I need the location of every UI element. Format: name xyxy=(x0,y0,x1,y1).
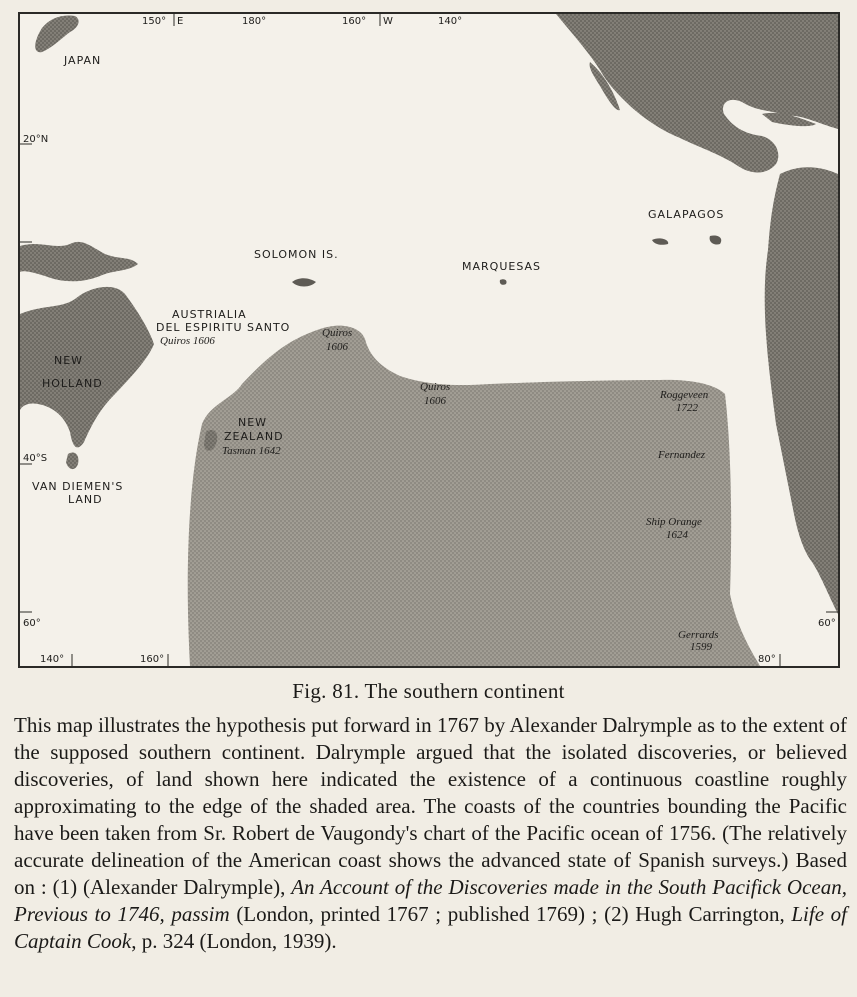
lat-label-60-left: 60° xyxy=(23,618,41,629)
lon-label-140-bottom: 140° xyxy=(40,654,65,665)
label-galapagos: GALAPAGOS xyxy=(648,208,725,221)
solomon-islands xyxy=(292,278,316,286)
galapagos-islands xyxy=(652,235,721,244)
label-ship-orange-line1: Ship Orange xyxy=(646,516,702,528)
label-gerrards-line2: 1599 xyxy=(690,641,712,653)
marquesas-islands xyxy=(500,279,507,285)
new-guinea-landmass xyxy=(20,242,138,281)
lon-label-80-bottom: 80° xyxy=(758,654,776,665)
label-roggeveen-line2: 1722 xyxy=(676,402,698,414)
label-new-holland-line1: NEW xyxy=(54,354,84,367)
lon-label-150e: 150° xyxy=(142,16,167,27)
caption-italic-2: Life of Captain Cook xyxy=(14,902,847,953)
label-new-holland-line2: HOLLAND xyxy=(42,377,103,390)
figure-caption-body xyxy=(14,712,847,955)
lon-label-w: W xyxy=(383,16,393,27)
label-japan: JAPAN xyxy=(64,54,102,67)
label-australia-line1: AUSTRIALIA xyxy=(172,308,247,321)
caption-text-3: , p. 324 (London, 1939). xyxy=(131,929,337,953)
label-quiros-a-line2: 1606 xyxy=(326,341,348,353)
label-quiros-b-line1: Quiros xyxy=(420,381,451,393)
figure-caption-title: Fig. 81. The southern continent xyxy=(292,679,565,703)
lat-label-60-right: 60° xyxy=(818,618,836,629)
south-america-landmass xyxy=(765,167,838,614)
lon-label-180: 180° xyxy=(242,16,267,27)
lat-label-40s: 40°S xyxy=(23,453,48,464)
caption-italic-1: An Account of the Discoveries made in the South Pacifick Ocean, Previous to 1746, passim xyxy=(14,875,847,926)
label-van-diemen-line1: VAN DIEMEN'S xyxy=(32,480,124,493)
label-quiros-a-line1: Quiros xyxy=(322,327,353,339)
lat-label-20n: 20°N xyxy=(23,134,49,145)
label-new-zealand-line3: Tasman 1642 xyxy=(222,445,281,457)
label-solomon: SOLOMON IS. xyxy=(254,248,339,261)
map-svg xyxy=(20,14,838,666)
caption-text-2: (London, printed 1767 ; published 1769) ; (2) Hugh Carrington, xyxy=(229,902,792,926)
label-australia-line2: DEL ESPIRITU SANTO xyxy=(156,321,291,334)
label-new-zealand-line2: ZEALAND xyxy=(224,430,284,443)
label-australia-line3: Quiros 1606 xyxy=(160,335,215,347)
label-roggeveen-line1: Roggeveen xyxy=(660,389,709,401)
tasmania-landmass xyxy=(66,452,78,469)
label-marquesas: MARQUESAS xyxy=(462,260,542,273)
lon-label-160-bottom: 160° xyxy=(140,654,165,665)
southern-continent-shade xyxy=(188,326,760,666)
label-fernandez: Fernandez xyxy=(658,449,706,461)
label-van-diemen-line2: LAND xyxy=(68,493,103,506)
japan-landmass xyxy=(35,16,78,53)
label-quiros-b-line2: 1606 xyxy=(424,395,446,407)
label-new-zealand-line1: NEW xyxy=(238,416,268,429)
lon-label-e: E xyxy=(177,16,184,27)
map-figure xyxy=(18,12,840,668)
label-ship-orange-line2: 1624 xyxy=(666,529,688,541)
lon-label-160w: 160° xyxy=(342,16,367,27)
label-gerrards-line1: Gerrards xyxy=(678,629,719,641)
new-holland-landmass xyxy=(20,287,154,448)
lon-label-140w: 140° xyxy=(438,16,463,27)
america-landmass xyxy=(556,14,838,173)
caption-text-1: This map illustrates the hypothesis put forward in 1767 by Alexander Dalrymple as to the extent of the supposed southern continent. Dalrymple argued that the isolated discoveries, or believed discoveries, of land shown here indicated the existence of a continuous coastline roughly approximating to the edge of the shaded area. The coasts of the countries bounding the Pacific have been taken from Sr. Robert de Vaugondy's chart of the Pacific ocean of 1756. (The relatively accurate delineation of the American coast shows the advanced state of Spanish surveys.) Based on : (1) (Alexander Dalrymple), xyxy=(14,713,847,899)
